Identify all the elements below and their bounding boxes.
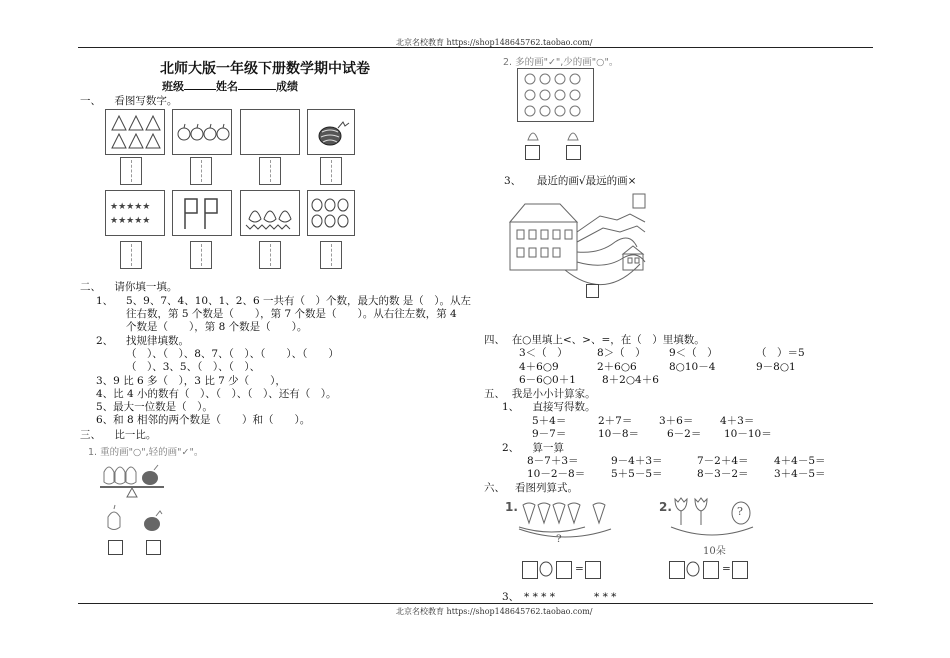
score-label: 成绩: [276, 80, 298, 93]
tulips-diagram: [667, 495, 777, 545]
sec4-r1-c2: 8＞（ ）: [597, 347, 646, 359]
sec5-p2-heading: 2、 算一算: [502, 442, 565, 454]
eq1-equals: =: [575, 563, 584, 575]
eq2-equals: =: [722, 563, 731, 575]
problem2-total: 10朵: [703, 546, 726, 557]
calc2-r2-c4: 3＋4－5＝: [774, 468, 826, 480]
calc2-r2-c2: 5＋5－5＝: [611, 468, 663, 480]
q2-1-line3: 个数是（ ），第 8 个数是（ ）。: [126, 321, 308, 333]
calc2-r1-c1: 8－7＋3＝: [527, 455, 579, 467]
sec4-r1-c3: 9＜（ ）: [669, 347, 718, 359]
apples-icon: [173, 110, 231, 154]
sec1-heading: 一、 看图写数字。: [80, 95, 178, 107]
picture-stars: [105, 190, 165, 236]
circles-icon: [308, 191, 354, 235]
sec5-p1-heading: 1、 直接写得数。: [502, 401, 596, 413]
problem1-label: 1.: [505, 500, 518, 514]
more-less-box-1[interactable]: [525, 145, 540, 160]
sec3-heading: 三、 比一比。: [80, 429, 157, 441]
triangles-icon: [106, 110, 164, 154]
q2-2-text: 找规律填数。: [126, 335, 189, 347]
more-less-box-2[interactable]: [566, 145, 581, 160]
stars-icon: [106, 191, 164, 235]
apple-icon: [108, 505, 120, 530]
page-title: 北师大版一年级下册数学期中试卷: [160, 61, 370, 77]
sec4-r2-c1: 4＋6○9: [519, 361, 559, 373]
calc2-r2-c3: 8－3－2＝: [697, 468, 749, 480]
strawberries-icon: [523, 503, 605, 523]
eq2-operator-circle[interactable]: [686, 561, 700, 577]
calc1-r1-c3: 3＋6＝: [659, 415, 694, 427]
problem1-question: ?: [556, 533, 562, 545]
picture-circles: [307, 190, 355, 236]
eq1-box-b[interactable]: [556, 561, 572, 579]
class-label: 班级: [162, 80, 184, 93]
picture-triangles: [105, 109, 165, 155]
q2-6: 6、和 8 相邻的两个数是（ ）和（ ）。: [96, 414, 311, 426]
q2-3: 3、9 比 6 多（ ），3 比 7 少（ ），: [96, 375, 286, 387]
sec5-heading: 五、 我是小小计算家。: [484, 388, 596, 400]
student-info-line: [162, 78, 298, 94]
eq2-box-b[interactable]: [703, 561, 719, 579]
eq2-box-result[interactable]: [732, 561, 748, 579]
calc1-r2-c4: 10－10＝: [724, 428, 772, 440]
sec2-heading: 二、 请你填一填。: [80, 281, 178, 293]
name-blank[interactable]: [238, 89, 276, 90]
strawberries-diagram: [515, 497, 635, 552]
answer-box-6[interactable]: [190, 241, 212, 269]
calc2-r2-c1: 10－2－8＝: [527, 468, 586, 480]
answer-box-5[interactable]: [120, 241, 142, 269]
sec4-r2-c4: 9－8○1: [756, 361, 796, 373]
watermelon-on-scale-icon: [142, 465, 158, 485]
picture-fruit-grid: [517, 68, 594, 122]
q2-1-line2: 往右数，第 5 个数是（ ），第 7 个数是（ ）。从右往左数，第 4: [126, 308, 457, 320]
calc2-r1-c3: 7－2＋4＝: [697, 455, 749, 467]
watermelon-icon: [308, 110, 354, 154]
eq1-box-result[interactable]: [585, 561, 601, 579]
class-blank[interactable]: [184, 89, 216, 90]
small-house-icon: [623, 246, 643, 270]
picture-flags: [172, 190, 232, 236]
calc1-r1-c1: 5＋4＝: [532, 415, 567, 427]
q2-1-line1: 5、9、7、4、10、1、2、6 一共有（ ）个数，最大的数 是（ ）。从左: [126, 295, 472, 307]
page-header: 北京名校教育 https://shop148645762.taobao.com/: [396, 38, 593, 47]
eq2-box-a[interactable]: [669, 561, 685, 579]
sec4-heading: 四、 在○里填上<、>、=，在（ ）里填数。: [484, 334, 705, 346]
sec4-r2-c2: 2＋6○6: [597, 361, 637, 373]
picture-watermelon: [307, 109, 355, 155]
problem2-label: 2.: [659, 500, 672, 514]
apples-on-scale-icon: [104, 467, 136, 484]
balance-scale-illustration: [98, 462, 188, 577]
big-house-icon: [510, 204, 577, 270]
q2-5: 5、最大一位数是（ ）。: [96, 401, 213, 413]
heavy-light-box-2[interactable]: [146, 540, 161, 555]
q2-2-number: 2、: [96, 335, 114, 347]
fruit-grid-icon: [518, 69, 593, 121]
page-footer: 北京名校教育 https://shop148645762.taobao.com/: [396, 607, 593, 616]
svg-text:★★★★★: ★★★★★: [110, 216, 151, 226]
calc2-r1-c4: 4＋4－5＝: [774, 455, 826, 467]
problem2-question: ?: [737, 505, 743, 518]
sec4-r2-c3: 8○10－4: [669, 361, 716, 373]
q2-2-row2: （ ）、3、5、（ ）、（ ）、: [126, 361, 261, 373]
footer-rule: [78, 603, 873, 604]
sec4-r1-c4: （ ）＝5: [756, 347, 805, 359]
answer-box-2[interactable]: [190, 157, 212, 185]
name-label: 姓名: [216, 80, 238, 93]
calc1-r2-c3: 6－2＝: [667, 428, 702, 440]
picture-peaches: [240, 190, 300, 236]
watermelon-icon: [144, 511, 162, 531]
answer-box-1[interactable]: [120, 157, 142, 185]
answer-box-3[interactable]: [259, 157, 281, 185]
eq1-operator-circle[interactable]: [539, 561, 553, 577]
calc1-r2-c2: 10－8＝: [598, 428, 640, 440]
q3-3-text: 3、 最近的画√最远的画×: [504, 175, 637, 187]
q2-2-row1: （ ）、（ ）、8、7、（ ）、（ ）、（ ）: [126, 348, 339, 360]
calc1-r1-c2: 2＋7＝: [598, 415, 633, 427]
houses-distance-illustration: [505, 192, 705, 302]
problem3-number: 3、: [502, 591, 520, 603]
problem3-stars-a: * * * *: [524, 591, 556, 603]
q3-1-text: 1. 重的画"○",轻的画"✓"。: [88, 447, 204, 458]
answer-box-8[interactable]: [320, 241, 342, 269]
calc1-r2-c1: 9－7＝: [532, 428, 567, 440]
distance-answer-box: [633, 194, 645, 208]
sec4-r3-c2: 8＋2○4＋6: [602, 374, 659, 386]
heavy-light-box-1[interactable]: [108, 540, 123, 555]
peaches-icon: [241, 191, 299, 235]
sec6-heading: 六、 看图列算式。: [484, 482, 579, 494]
answer-box-4[interactable]: [320, 157, 342, 185]
peach-pair-icon: [520, 124, 600, 144]
q2-4: 4、比 4 小的数有（ ）、（ ）、（ ）、还有（ ）。: [96, 388, 337, 400]
q2-1-number: 1、: [96, 295, 114, 307]
problem3-stars-b: * * *: [594, 591, 617, 603]
distance-box-2[interactable]: [586, 284, 599, 298]
flags-icon: [173, 191, 231, 235]
calc1-r1-c4: 4＋3＝: [720, 415, 755, 427]
header-rule: [78, 47, 873, 48]
sec4-r1-c1: 3＜（ ）: [519, 347, 568, 359]
picture-empty: [240, 109, 300, 155]
sec4-r3-c1: 6－6○0＋1: [519, 374, 576, 386]
calc2-r1-c2: 9－4＋3＝: [611, 455, 663, 467]
q3-2-text: 2. 多的画"✓",少的画"○"。: [503, 57, 619, 68]
eq1-box-a[interactable]: [522, 561, 538, 579]
svg-text:★★★★★: ★★★★★: [110, 202, 151, 212]
answer-box-7[interactable]: [259, 241, 281, 269]
tulips-icon: [675, 498, 707, 525]
picture-apples: [172, 109, 232, 155]
